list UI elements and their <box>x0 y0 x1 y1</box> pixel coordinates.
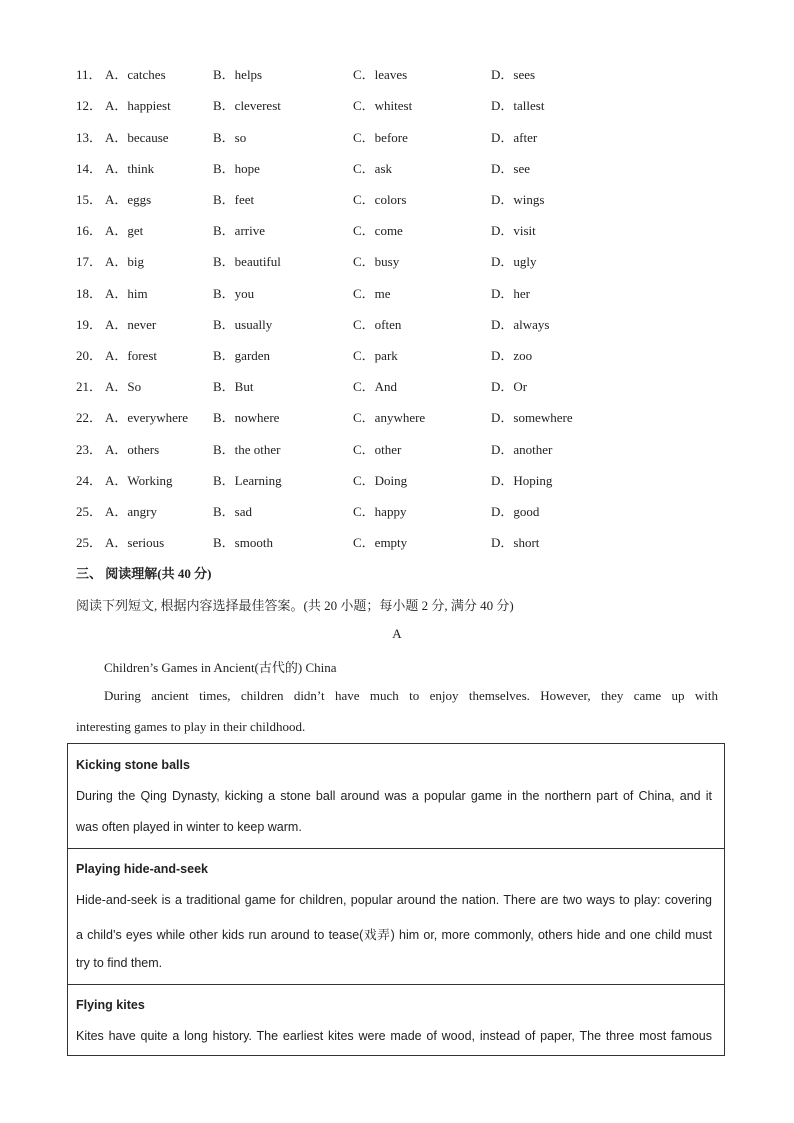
question-row <box>0 64 794 84</box>
option-b: B．beautiful <box>213 254 281 269</box>
option-c: C．anywhere <box>353 410 426 425</box>
table-row-text: During the Qing Dynasty, kicking a stone ball around was a popular game in the northern part of China, and it <box>76 789 712 803</box>
question-number: 23． <box>76 442 103 457</box>
option-a: A．eggs <box>105 192 152 207</box>
option-b: B．sad <box>213 504 253 519</box>
option-d: D．always <box>491 317 550 332</box>
question-row <box>0 189 794 209</box>
passage-title: Children’s Games in Ancient(古代的) China <box>104 660 337 675</box>
option-d: D．Hoping <box>491 473 553 488</box>
option-c: C．busy <box>353 254 400 269</box>
question-number: 16． <box>76 223 103 238</box>
option-a: A．catches <box>105 67 166 82</box>
option-a: A．because <box>105 130 169 145</box>
question-row <box>0 158 794 178</box>
option-a: A．Working <box>105 473 173 488</box>
option-b: B．garden <box>213 348 271 363</box>
option-c: C．often <box>353 317 402 332</box>
question-number: 20． <box>76 348 103 363</box>
option-c: C．leaves <box>353 67 408 82</box>
question-row <box>0 439 794 459</box>
question-row <box>0 220 794 240</box>
option-a: A．angry <box>105 504 157 519</box>
question-number: 14． <box>76 161 103 176</box>
option-d: D．after <box>491 130 538 145</box>
question-number: 24． <box>76 473 103 488</box>
option-b: B．so <box>213 130 247 145</box>
question-row <box>0 251 794 271</box>
option-b: B．cleverest <box>213 98 281 113</box>
option-b: B．usually <box>213 317 273 332</box>
option-d: D．see <box>491 161 530 176</box>
option-a: A．think <box>105 161 155 176</box>
option-a: A．forest <box>105 348 157 363</box>
option-b: B．the other <box>213 442 281 457</box>
option-d: D．visit <box>491 223 536 238</box>
option-a: A．others <box>105 442 160 457</box>
question-row <box>0 314 794 334</box>
option-a: A．serious <box>105 535 165 550</box>
option-a: A．So <box>105 379 142 394</box>
intro-paragraph-line: interesting games to play in their childhood. <box>76 719 306 734</box>
table-row-text: try to find them. <box>76 956 163 970</box>
section-heading: 三、 阅读理解(共 40 分) <box>76 566 212 581</box>
option-c: C．And <box>353 379 398 394</box>
option-b: B．hope <box>213 161 260 176</box>
option-c: C．ask <box>353 161 393 176</box>
option-c: C．other <box>353 442 402 457</box>
table-divider <box>68 984 724 985</box>
question-number: 13． <box>76 130 103 145</box>
option-d: D．wings <box>491 192 545 207</box>
option-c: C．happy <box>353 504 407 519</box>
option-a: A．happiest <box>105 98 171 113</box>
question-number: 21． <box>76 379 103 394</box>
question-row <box>0 501 794 521</box>
table-row-heading: Playing hide-and-seek <box>76 862 208 876</box>
intro-paragraph-line: During ancient times, children didn’t have much to enjoy themselves. However, they came up with <box>104 688 718 703</box>
option-c: C．colors <box>353 192 407 207</box>
question-row <box>0 345 794 365</box>
option-c: C．come <box>353 223 403 238</box>
option-b: B．smooth <box>213 535 273 550</box>
table-row-text: Kites have quite a long history. The earliest kites were made of wood, instead of paper, The three most famous <box>76 1029 712 1043</box>
option-c: C．me <box>353 286 391 301</box>
question-row <box>0 407 794 427</box>
option-d: D．her <box>491 286 530 301</box>
option-d: D．short <box>491 535 540 550</box>
option-b: B．feet <box>213 192 255 207</box>
question-row <box>0 376 794 396</box>
option-c: C．park <box>353 348 398 363</box>
question-number: 18． <box>76 286 103 301</box>
option-c: C．Doing <box>353 473 408 488</box>
option-d: D．Or <box>491 379 528 394</box>
option-b: B．helps <box>213 67 263 82</box>
option-d: D．good <box>491 504 540 519</box>
section-instruction: 阅读下列短文, 根据内容选择最佳答案。(共 20 小题；每小题 2 分, 满分 40 分) <box>76 598 514 613</box>
option-d: D．somewhere <box>491 410 573 425</box>
question-row <box>0 95 794 115</box>
option-d: D．tallest <box>491 98 545 113</box>
question-number: 17． <box>76 254 103 269</box>
question-number: 25． <box>76 504 103 519</box>
option-c: C．empty <box>353 535 408 550</box>
option-b: B．nowhere <box>213 410 280 425</box>
table-divider <box>68 848 724 849</box>
question-number: 11． <box>76 67 102 82</box>
option-a: A．get <box>105 223 144 238</box>
question-number: 15． <box>76 192 103 207</box>
option-c: C．whitest <box>353 98 413 113</box>
question-row <box>0 532 794 552</box>
option-c: C．before <box>353 130 408 145</box>
option-b: B．arrive <box>213 223 265 238</box>
option-a: A．him <box>105 286 148 301</box>
table-row-heading: Flying kites <box>76 998 145 1012</box>
option-b: B．you <box>213 286 255 301</box>
table-row-heading: Kicking stone balls <box>76 758 190 772</box>
passage-label: A <box>392 626 402 641</box>
option-b: B．Learning <box>213 473 282 488</box>
table-row-text: Hide-and-seek is a traditional game for children, popular around the nation. There are two ways to play: covering <box>76 893 712 907</box>
option-d: D．zoo <box>491 348 533 363</box>
table-row-text: a child’s eyes while other kids run around to tease(戏弄) him or, more commonly, others hide and one child must <box>76 928 712 942</box>
question-number: 12． <box>76 98 103 113</box>
question-number: 19． <box>76 317 103 332</box>
option-a: A．everywhere <box>105 410 189 425</box>
question-row <box>0 470 794 490</box>
games-table <box>67 743 725 1056</box>
question-number: 25． <box>76 535 103 550</box>
option-d: D．ugly <box>491 254 537 269</box>
option-a: A．never <box>105 317 157 332</box>
table-row-text: was often played in winter to keep warm. <box>76 820 302 834</box>
question-row <box>0 283 794 303</box>
question-row <box>0 127 794 147</box>
option-b: B．But <box>213 379 254 394</box>
option-d: D．sees <box>491 67 536 82</box>
question-number: 22． <box>76 410 103 425</box>
option-d: D．another <box>491 442 553 457</box>
option-a: A．big <box>105 254 145 269</box>
